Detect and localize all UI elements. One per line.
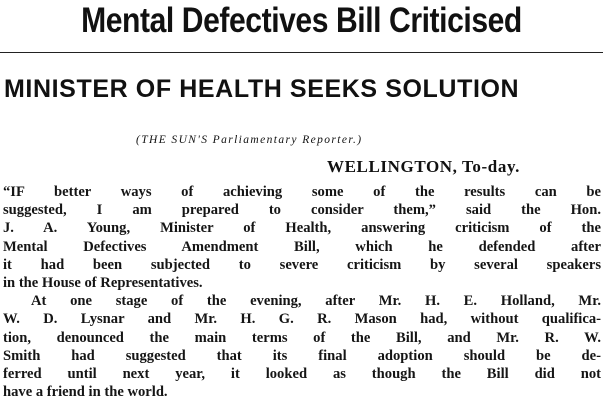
- body-line: ferred until next year, it looked as though the Bill did not: [3, 365, 601, 382]
- body-line: in the House of Representatives.: [3, 274, 203, 291]
- subheadline: MINISTER OF HEALTH SEEKS SOLUTION: [4, 75, 520, 103]
- body-line: Smith had suggested that its final adoption should be de-: [3, 347, 601, 364]
- body-line: it had been subjected to severe criticism by several speakers: [3, 256, 601, 273]
- body-line: “IF better ways of achieving some of the results can be: [3, 184, 601, 200]
- headline: Mental Defectives Bill Criticised: [81, 1, 522, 40]
- article-body: [3, 183, 601, 401]
- paragraph-2: [3, 292, 601, 401]
- body-line: J. A. Young, Minister of Health, answering criticism of the: [3, 220, 601, 237]
- paragraph-1: [3, 183, 601, 292]
- byline: (THE SUN'S Parliamentary Reporter.): [136, 134, 363, 146]
- body-line: W. D. Lysnar and Mr. H. G. R. Mason had, without qualifica-: [3, 311, 601, 328]
- body-line: Mental Defectives Amendment Bill, which he defended after: [3, 238, 601, 255]
- headline-divider: [0, 52, 603, 53]
- body-line: At one stage of the evening, after Mr. H. E. Holland, Mr.: [31, 293, 601, 310]
- dateline: WELLINGTON, To-day.: [327, 157, 520, 176]
- body-line: have a friend in the world.: [3, 384, 168, 401]
- body-line: tion, denounced the main terms of the Bill, and Mr. R. W.: [3, 329, 601, 346]
- body-line: suggested, I am prepared to consider them,” said the Hon.: [3, 202, 601, 219]
